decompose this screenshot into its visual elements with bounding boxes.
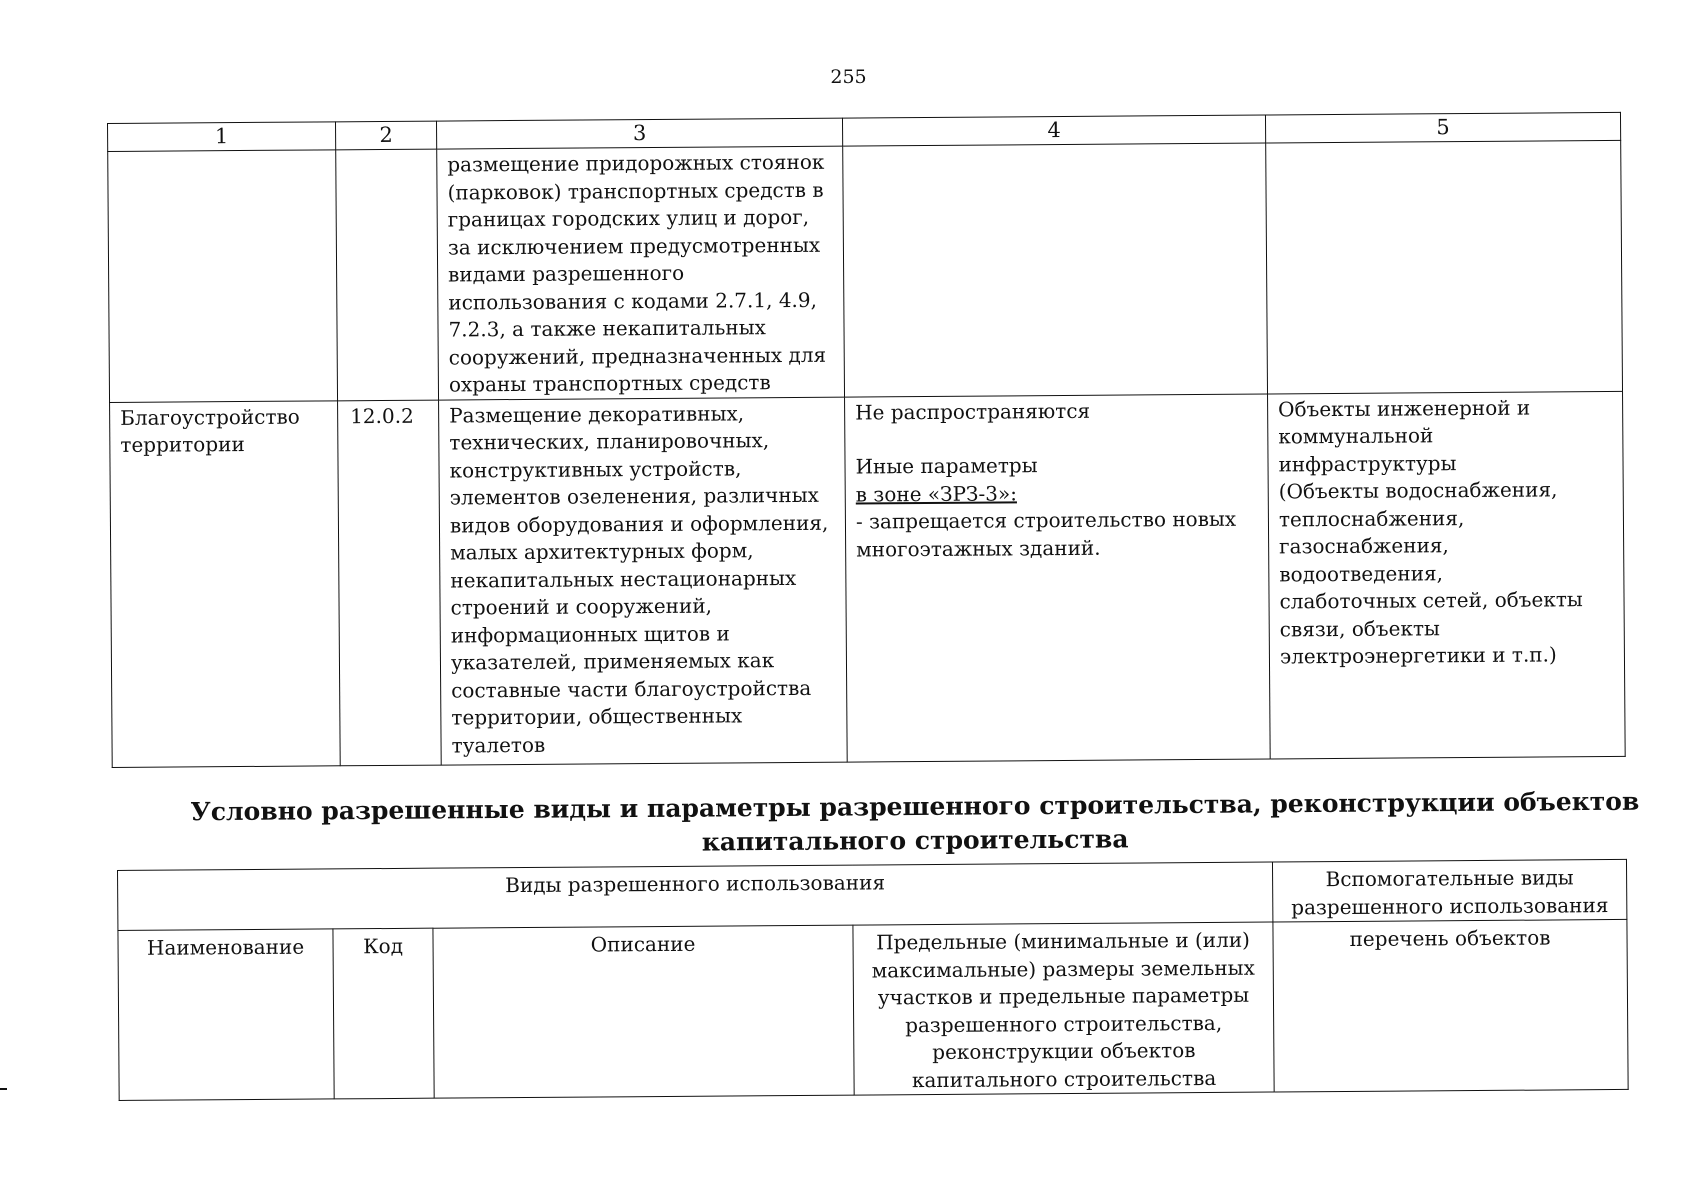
description-line: некапитальных нестационарных [450,565,797,592]
column-number-2: 2 [335,121,436,150]
aux-line: (Объекты водоснабжения, [1278,477,1558,504]
section-heading-line: капитального строительства [701,824,1129,857]
column-header-row [118,919,1628,1100]
column-header-code: Код [333,928,434,1099]
table-row-continued [108,140,1623,402]
aux-uses-header-line: разрешенного использования [1291,892,1609,919]
code-cell: 12.0.2 [338,400,442,766]
description-line: за исключением предусмотренных [447,232,821,260]
group-header-row [118,859,1627,930]
params-cell [845,394,1271,762]
name-cell [110,400,341,767]
aux-line: теплоснабжения, [1278,505,1465,531]
aux-line: электроэнергетики и т.п.) [1279,642,1557,669]
description-line: составные части благоустройства [451,675,812,702]
description-cell [439,397,848,765]
params-header-line: капитального строительства [911,1065,1217,1092]
params-line: Не распространяются [855,398,1091,425]
params-line: - запрещается строительство новых [855,506,1237,534]
params-cell [843,143,1268,397]
description-line: охраны транспортных средств [448,370,771,397]
section-heading-line: Условно разрешенные виды и параметры разрешенного строительства, реконструкции объектов [190,786,1640,827]
params-header-line: разрешенного строительства, [905,1010,1223,1037]
conditional-use-table [117,859,1629,1101]
column-number-3: 3 [436,118,842,149]
params-header-line: Предельные (минимальные и (или) [876,927,1251,955]
aux-line: связи, объекты [1279,615,1440,641]
description-line: конструктивных устройств, [449,455,742,482]
margin-mark [0,1088,7,1090]
description-line: (парковок) транспортных средств в [447,177,824,205]
aux-uses-header-line: Вспомогательные виды [1325,865,1574,892]
params-line: Иные параметры [855,453,1038,479]
page-number: 255 [830,66,867,88]
description-line: границах городских улиц и дорог, [447,204,810,232]
params-header-line: реконструкции объектов [932,1038,1196,1065]
description-line: Размещение декоративных, [449,400,745,427]
description-line: технических, планировочных, [449,428,770,455]
column-header-name: Наименование [118,929,334,1101]
column-number-1: 1 [108,122,336,152]
params-spacer [855,424,1259,454]
name-line: Благоустройство [120,404,300,430]
description-line: использования с кодами 2.7.1, 4.9, [448,287,818,315]
aux-line: газоснабжения, водоотведения, [1279,533,1449,586]
description-line: информационных щитов и [450,620,730,647]
description-line: размещение придорожных стоянок [447,149,825,177]
name-line: территории [120,431,245,457]
zone-reference: в зоне «ЗРЗ-3»: [855,480,1017,507]
description-line: территории, общественных [451,703,743,730]
section-heading [110,784,1697,864]
aux-cell [1266,140,1623,393]
description-line: строений и сооружений, [450,593,713,620]
params-header-line: участков и предельные параметры [877,982,1250,1010]
description-line: сооружений, предназначенных для [448,342,827,370]
permitted-uses-header: Виды разрешенного использования [118,862,1273,930]
description-line: 7.2.3, а также некапитальных [448,315,766,342]
description-line: видами разрешенного [448,260,685,287]
description-line: туалетов [451,732,546,757]
aux-line: слаботочных сетей, объекты [1279,587,1583,614]
description-cell [437,146,845,399]
column-header-params [853,922,1274,1095]
params-line: многоэтажных зданий. [856,535,1101,562]
params-header-line: максимальные) размеры земельных [871,955,1255,982]
column-header-description: Описание [433,925,854,1098]
column-number-5: 5 [1265,112,1620,143]
table-row-improvement [110,391,1626,767]
description-line: указателей, применяемых как [450,648,775,675]
description-line: малых архитектурных форм, [450,538,754,565]
description-line: элементов озеленения, различных [449,482,819,510]
name-cell [108,150,338,402]
description-line: видов оборудования и оформления, [449,510,829,537]
code-cell [336,149,439,400]
aux-line: Объекты инженерной и [1278,395,1531,421]
aux-uses-header [1272,859,1626,922]
aux-line: коммунальной инфраструктуры [1278,423,1457,476]
column-header-objects: перечень объектов [1273,919,1628,1092]
zoning-table-continued [107,112,1626,768]
column-number-4: 4 [842,115,1265,146]
aux-cell [1268,391,1626,759]
